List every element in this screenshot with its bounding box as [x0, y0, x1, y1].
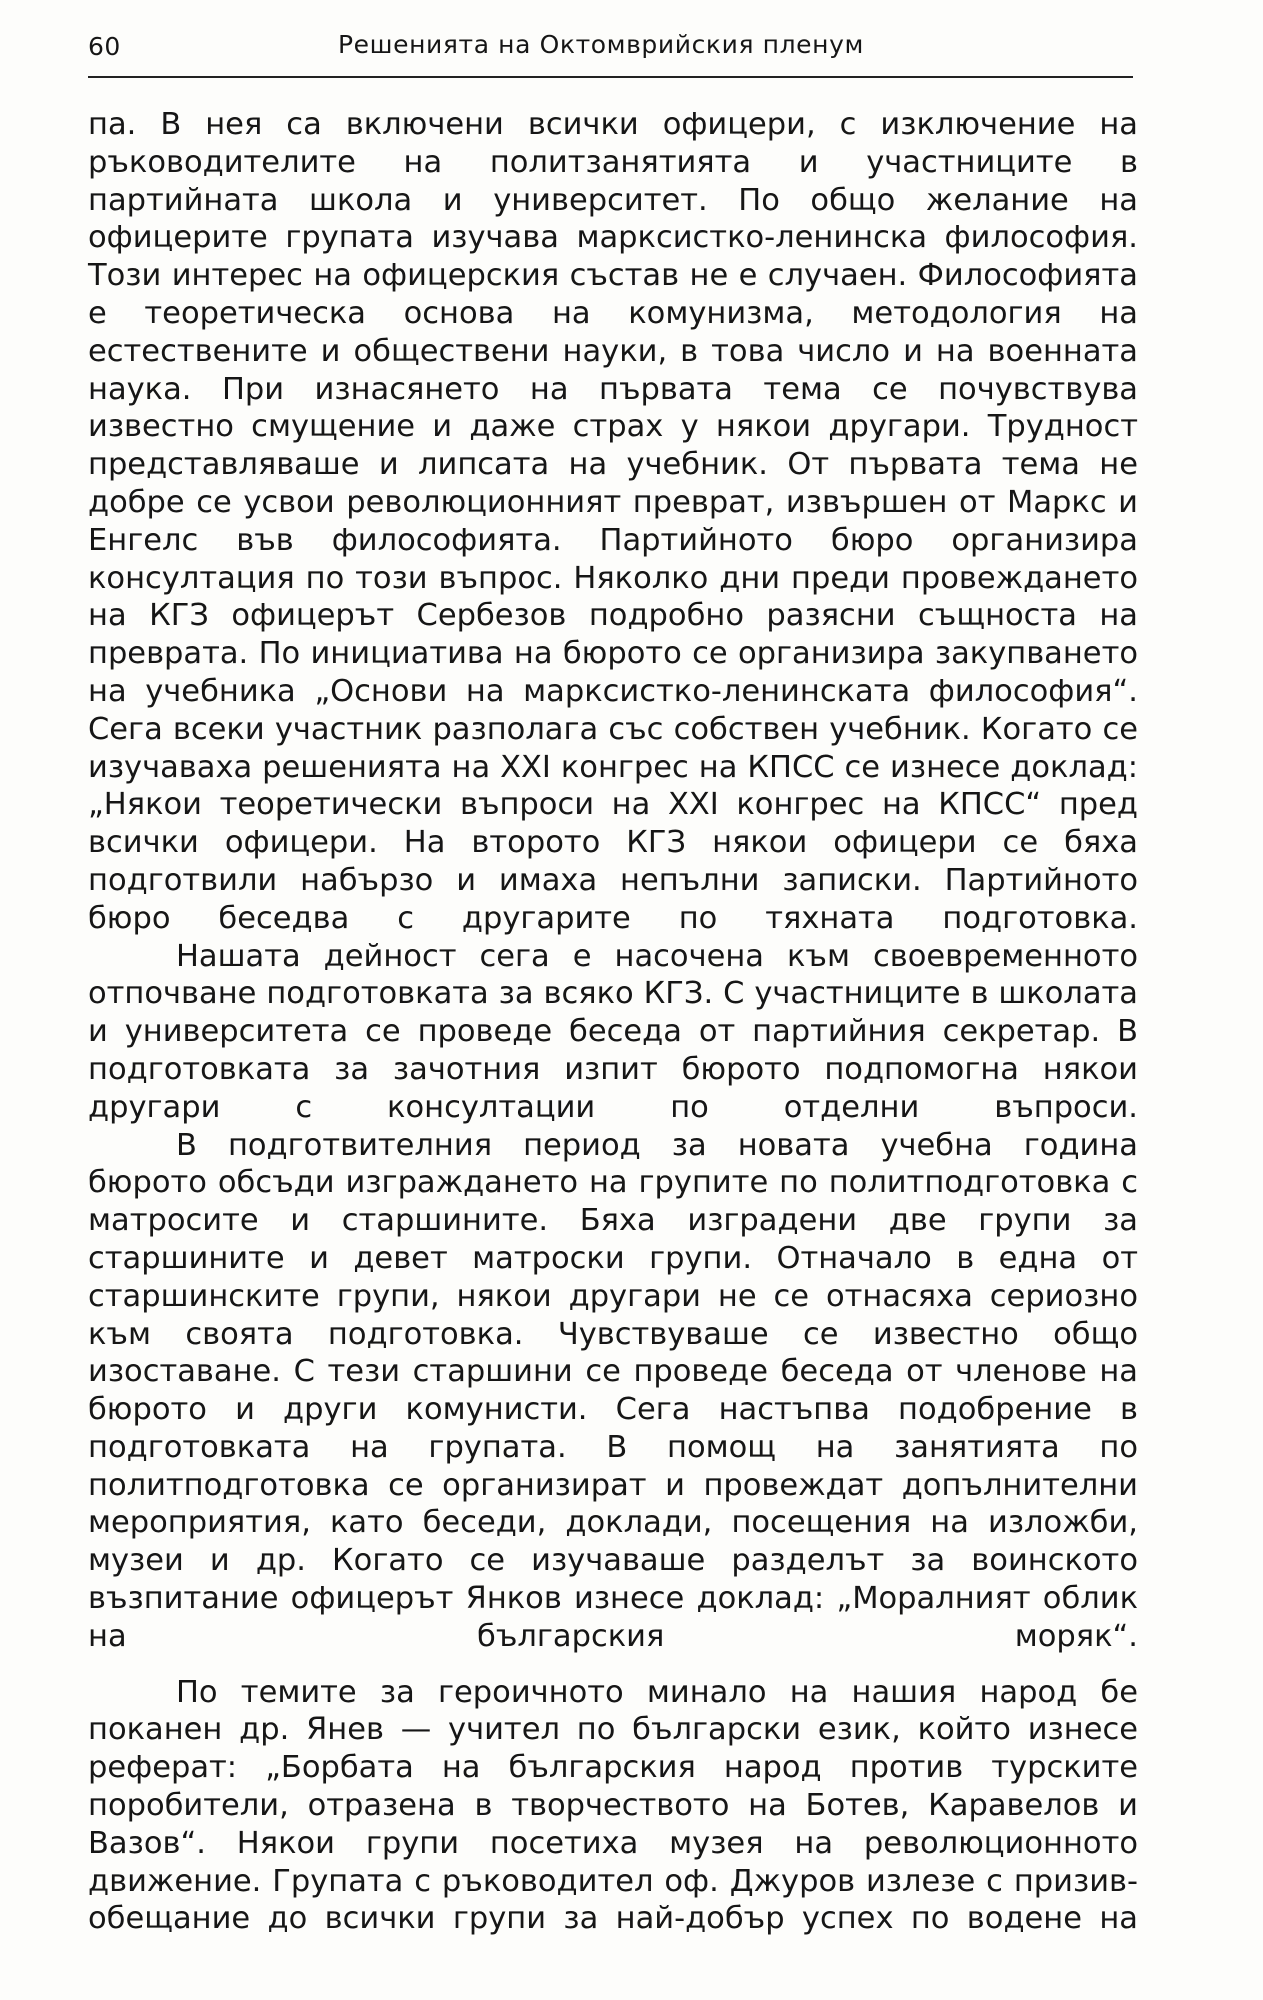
page-number: 60	[88, 32, 121, 61]
running-header	[88, 28, 1133, 78]
paragraph-4: По темите за героичното минало на нашия народ бе поканен др. Янев — учител по български език, който изнесе реферат: „Борбата на българския народ против турските поробители, отразена в творчеството на Ботев, Каравелов и Вазов“. Някои групи посетиха музея на революционното движение. Групата с ръководител оф. Джуров излезе с призив-обещание до всички групи за най-добър успех по водене на	[88, 1674, 1138, 1937]
body-text	[88, 106, 1138, 1938]
running-title: Решенията на Октомврийския пленум	[338, 30, 864, 59]
paragraph-3: В подготвителния период за новата учебна година бюрото обсъди изграждането на групите по политподготовка с матросите и старшините. Бяха изградени две групи за старшините и девет матроски групи. Отначало в една от старшинските групи, някои другари не се отнасяха сериозно към своята подготовка. Чувствуваше се известно общо изоставане. С тези старшини се проведе беседа от членове на бюрото и други комунисти. Сега настъпва подобрение в подготовката на групата. В помощ на занятията по политподготовка се организират и провеждат допълнителни мероприятия, като беседи, доклади, посещения на изложби, музеи и др. Когато се изучаваше разделът за воинското възпитание офицерът Янков изнесе доклад: „Моралният облик на българския моряк“.	[88, 1127, 1138, 1654]
paragraph-gap	[88, 1656, 1138, 1674]
paragraph-1: па. В нея са включени всички офицери, с изключение на ръководителите на политзанятията и участниците в партийната школа и университет. По общо желание на офицерите групата изучава марксистко-ленинска философия. Този интерес на офицерския състав не е случаен. Философията е теоретическа основа на комунизма, методология на естествените и обществени науки, в това число и на военната наука. При изнасянето на първата тема се почувствува известно смущение и даже страх у някои другари. Трудност представляваше и липсата на учебник. От първата тема не добре се усвои революционният преврат, извършен от Маркс и Енгелс във философията. Партийното бюро организира консултация по този въпрос. Няколко дни преди провеждането на КГЗ офицерът Сербезов подробно разясни същноста на преврата. По инициатива на бюрото се организира закупването на учебника „Основи на марксистко-ленинската философия“. Сега всеки участник разполага със собствен учебник. Когато се изучаваха решенията на XXI конгрес на КПСС се изнесе доклад: „Някои теоретически въпроси на XXI конгрес на КПСС“ пред всички офицери. На второто КГЗ някои офицери се бяха подготвили набързо и имаха непълни записки. Партийното бюро беседва с другарите по тяхната подготовка.	[88, 107, 1138, 936]
paragraph-2: Нашата дейност сега е насочена към своевременното отпочване подготовката за всяко КГЗ. С участниците в школата и университета се проведе беседа от партийния секретар. В подготовката за зачотния изпит бюрото подпомогна някои другари с консултации по отделни въпроси.	[88, 938, 1138, 1125]
